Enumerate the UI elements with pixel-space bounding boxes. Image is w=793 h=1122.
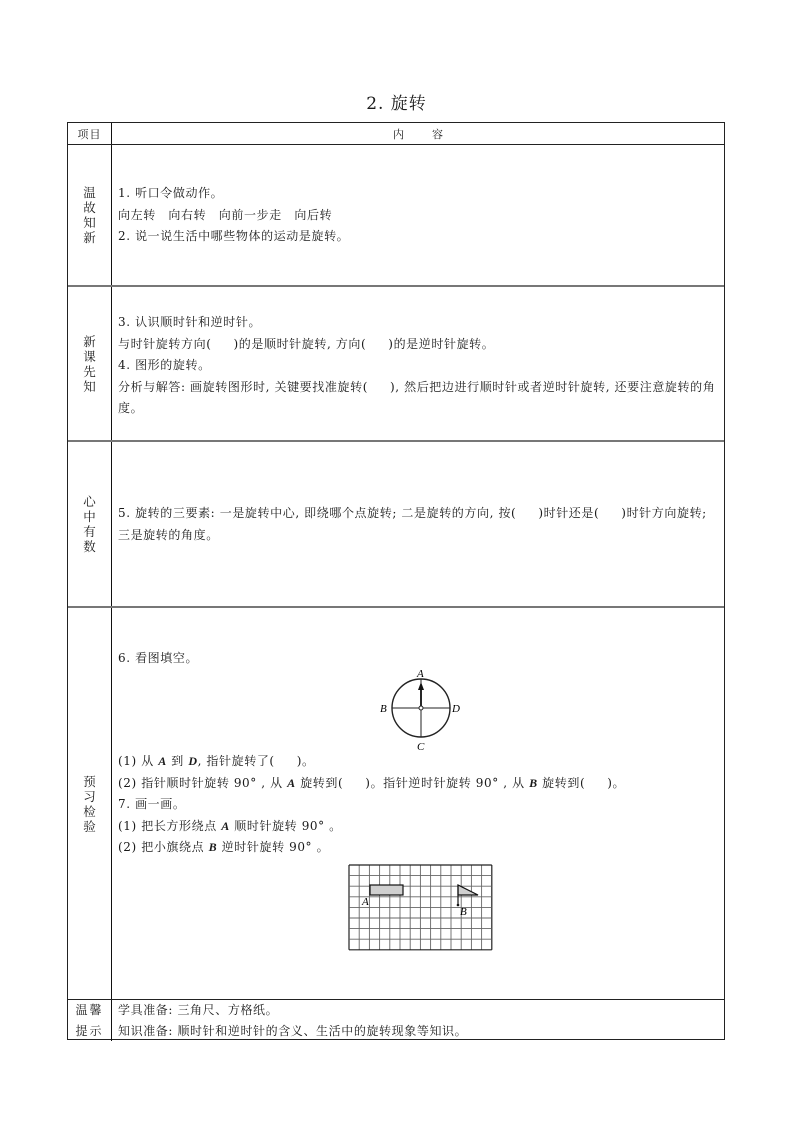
header-cell-content [112,123,724,144]
section-key-points-content [112,442,724,606]
table-header-row [68,123,724,144]
review-line-2: 向左转 向右转 向前一步走 向后转 [118,207,333,222]
section-key-points [68,440,724,606]
section-practice-label: 预 习 检 验 [83,773,96,834]
grid-label-a: A [362,896,369,908]
rectangle-shape [370,885,403,895]
preview-line-1: 3. 认识顺时针和逆时针。 [118,315,262,329]
preview-line-2: 与时针旋转方向( )的是顺时针旋转, 方向( )的是逆时针旋转。 [118,336,495,351]
section-review [68,144,724,285]
section-preview [68,285,724,440]
circle-diagram [377,663,467,753]
section-tips-label-cell [68,1000,112,1041]
q6-1: (1) 从 A 到 D, 指针旋转了( )。 [118,754,315,768]
section-key-points-label: 心 中 有 数 [83,494,96,554]
section-tips-label: 温馨 提示 [75,1002,104,1038]
q6-2: (2) 指针顺时针旋转 90° , 从 A 旋转到( )。指针逆时针旋转 90° , 从 B 旋转到( )。 [118,775,626,790]
section-review-content [112,145,724,285]
section-preview-label: 新 课 先 知 [83,333,96,394]
section-preview-label-cell [68,287,112,440]
grid-label-b: B [460,906,467,918]
key-points-line-1: 5. 旋转的三要素: 一是旋转中心, 即绕哪个点旋转; 二是旋转的方向, 按( )时针还是( )时针方向旋转; 三是旋转的角度。 [118,506,707,542]
tips-line-1: 学具准备: 三角尺、方格纸。 [118,1003,279,1017]
review-line-1: 1. 听口令做动作。 [118,186,224,200]
tips-line-2: 知识准备: 顺时针和逆时针的含义、生活中的旋转现象等知识。 [118,1024,468,1038]
section-preview-content [112,287,724,440]
section-tips [68,999,724,1041]
q6-title: 6. 看图填空。 [118,651,199,665]
preview-line-4: 分析与解答: 画旋转图形时, 关键要找准旋转( ), 然后把边进行顺时针或者逆时针旋转, 还要注意旋转的角度。 [118,379,716,415]
center-point [419,706,423,710]
header-content-label-a: 内 [393,127,404,141]
page-title: 2. 旋转 [366,94,427,114]
circle-label-d: D [452,703,460,715]
grid-lines [349,865,492,950]
header-content-label-b: 容 [432,127,443,141]
section-review-label: 温 故 知 新 [83,185,96,245]
section-key-points-label-cell [68,442,112,606]
q7-2: (2) 把小旗绕点 B 逆时针旋转 90° 。 [118,840,330,854]
q7-title: 7. 画一画。 [118,797,186,811]
section-practice [68,606,724,999]
section-tips-content [112,1000,724,1041]
pointer-arrow-head [418,682,424,690]
section-review-label-cell [68,145,112,285]
preview-line-3: 4. 图形的旋转。 [118,358,211,372]
circle-label-c: C [417,741,425,753]
circle-label-a: A [417,668,424,680]
section-practice-content [112,608,724,999]
review-line-3: 2. 说一说生活中哪些物体的运动是旋转。 [118,229,350,243]
worksheet-table [67,122,725,1040]
point-b [457,904,460,907]
grid-diagram [347,863,493,953]
header-cell-item [68,123,112,144]
section-practice-label-cell [68,608,112,999]
q7-1: (1) 把长方形绕点 A 顺时针旋转 90° 。 [118,818,342,833]
circle-label-b: B [380,703,387,715]
header-item-label: 项目 [77,127,102,141]
